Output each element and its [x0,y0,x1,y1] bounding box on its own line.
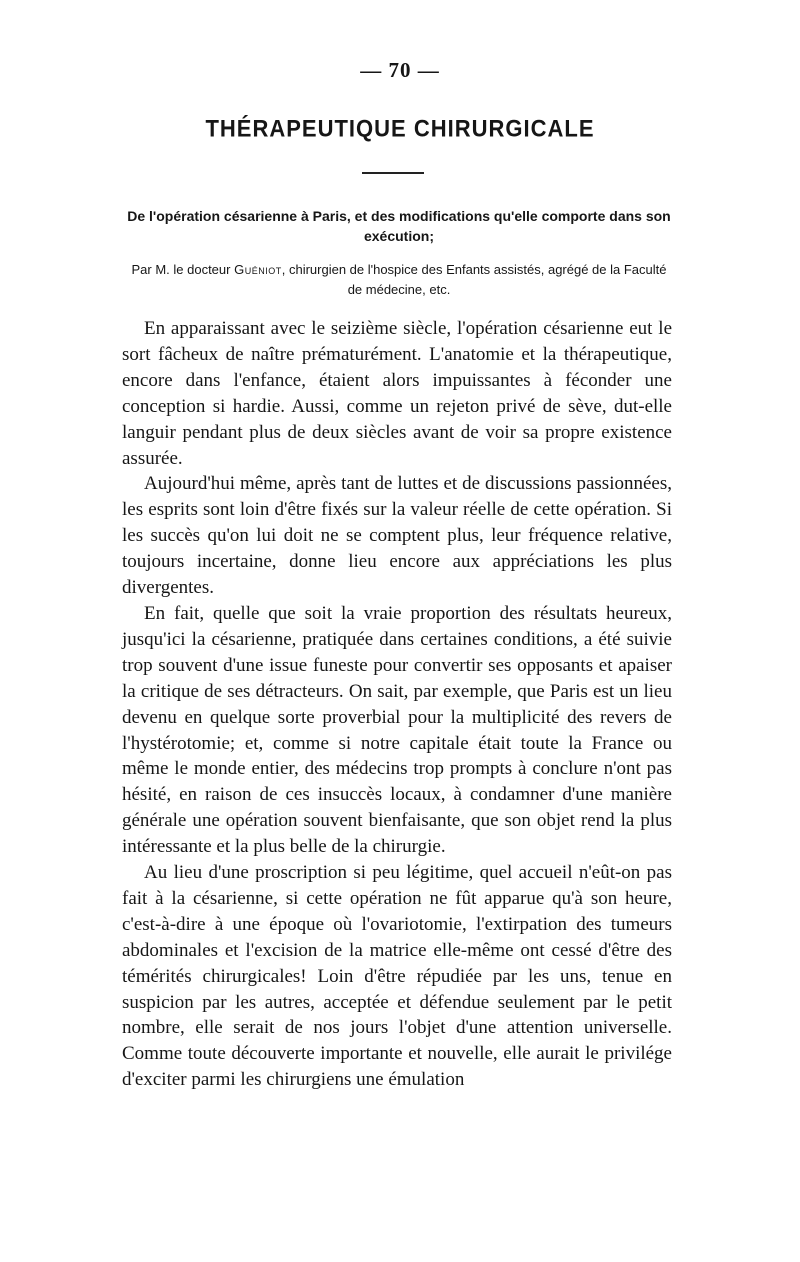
author-suffix: , chirurgien de l'hospice des Enfants assistés, agrégé de la Faculté de médecine, etc. [281,262,667,297]
author-name: Guéniot [234,262,282,277]
article-title: De l'opération césarienne à Paris, et des modifications qu'elle comporte dans son exécution; [127,208,671,244]
heading-divider [362,172,424,174]
author-line [126,260,672,300]
paragraph-1: En apparaissant avec le seizième siècle, l'opération césarienne eut le sort fâcheux de naître prématurément. L'anatomie et la thérapeutique, encore dans l'enfance, étaient alors impuissantes à féconder une conception si hardie. Aussi, comme un rejeton privé de sève, dut-elle languir pendant plus de deux siècles avant de voir sa propre existence assurée. [122,318,672,469]
page-number: — 70 — [360,58,440,82]
body-text [122,316,672,1093]
paragraph-2: Aujourd'hui même, après tant de luttes et de discussions passionnées, les esprits sont loin d'être fixés sur la valeur réelle de cette opération. Si les succès qu'on lui doit ne se comptent plus, leur fréquence relative, toujours incertaine, donne lieu encore aux appréciations les plus divergentes. [122,473,672,599]
paragraph-4: Au lieu d'une proscription si peu légitime, quel accueil n'eût-on pas fait à la césarienne, si cette opération ne fût apparue qu'à son heure, c'est-à-dire à une époque où l'ovariotomie, l'extirpation des tumeurs abdominales et l'excision de la matrice elle-même ont cessé d'être des témérités chirurgicales! Loin d'être répudiée par les uns, tenue en suspicion par les autres, acceptée et défendue seulement par le petit nombre, elle serait de nos jours l'objet d'une attention universelle. Comme toute découverte importante et nouvelle, elle aurait le privilége d'exciter parmi les chirurgiens une émulation [122,862,672,1091]
section-heading: THÉRAPEUTIQUE CHIRURGICALE [205,114,595,142]
paragraph-3: En fait, quelle que soit la vraie proportion des résultats heureux, jusqu'ici la césarienne, pratiquée dans certaines conditions, a été suivie trop souvent d'une issue funeste pour convertir ses opposants et apaiser la critique de ses détracteurs. On sait, par exemple, que Paris est un lieu devenu en quelque sorte proverbial pour la multiplicité des revers de l'hystérotomie; et, comme si notre capitale était toute la France ou même le monde entier, des médecins trop prompts à conclure n'ont pas hésité, en raison de ces insuccès locaux, à condamner d'une manière générale une opération souvent bienfaisante, que son objet rend la plus intéressante et la plus belle de la chirurgie. [122,602,672,858]
author-prefix: Par M. le docteur [131,262,231,277]
